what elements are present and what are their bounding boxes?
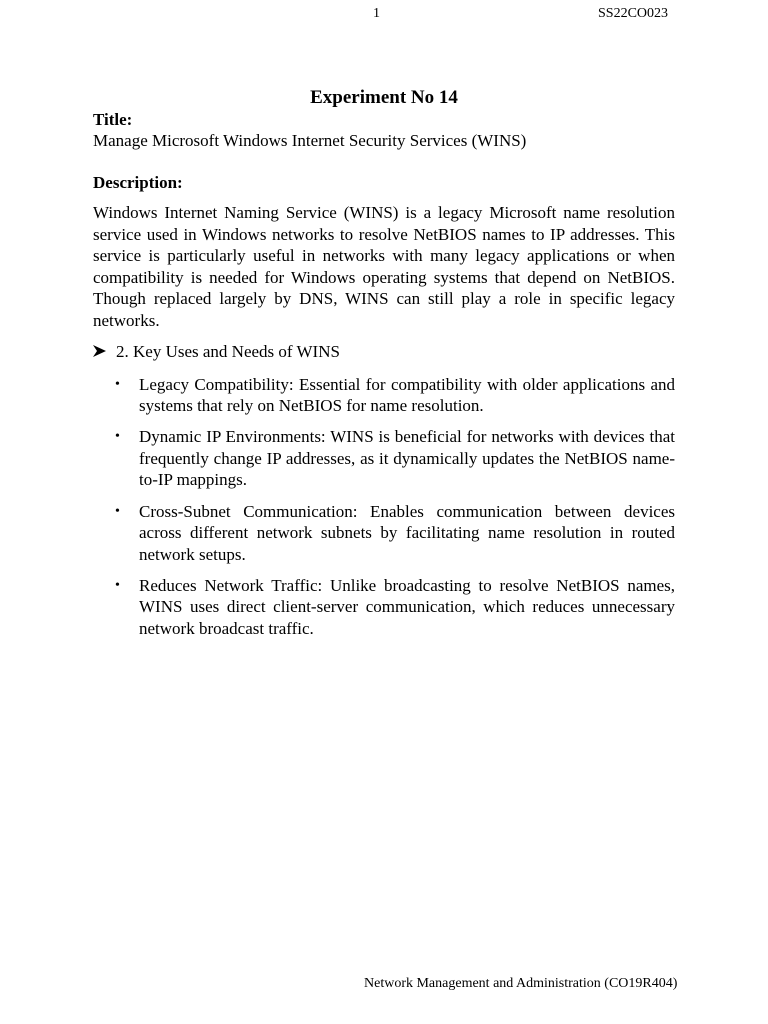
bullet-icon: • <box>115 429 120 445</box>
list-item-text: Reduces Network Traffic: Unlike broadcasting to resolve NetBIOS names, WINS uses direct client-server communication, which reduces unnecessary network broadcast traffic. <box>139 575 675 638</box>
uses-list <box>93 374 675 640</box>
list-item-text: Cross-Subnet Communication: Enables communication between devices across different network subnets by facilitating name resolution in routed network setups. <box>139 501 675 564</box>
list-item-text: Legacy Compatibility: Essential for compatibility with older applications and systems that rely on NetBIOS for name resolution. <box>139 374 675 416</box>
arrow-bullet-icon <box>93 343 107 365</box>
list-item <box>93 374 675 417</box>
description-label: Description: <box>93 173 183 192</box>
experiment-title: Experiment No 14 <box>310 87 458 108</box>
roll-number: SS22CO023 <box>598 6 669 21</box>
title-text: Manage Microsoft Windows Internet Security Services (WINS) <box>93 131 527 150</box>
section-heading-text: 2. Key Uses and Needs of WINS <box>116 341 340 361</box>
bullet-icon: • <box>115 376 120 392</box>
bullet-icon: • <box>115 503 120 519</box>
description-text: Windows Internet Naming Service (WINS) is a legacy Microsoft name resolution service used in Windows networks to resolve NetBIOS names to IP addresses. This service is particularly useful in networks with many legacy applications or when compatibility is needed for Windows operating systems that depend on NetBIOS. Though replaced largely by DNS, WINS can still play a role in specific legacy networks. <box>93 203 675 330</box>
list-item <box>93 426 675 491</box>
bullet-icon: • <box>115 577 120 593</box>
list-item <box>93 501 675 566</box>
title-label: Title: <box>93 110 133 129</box>
list-item-text: Dynamic IP Environments: WINS is beneficial for networks with devices that frequently change IP addresses, as it dynamically updates the NetBIOS name-to-IP mappings. <box>139 427 675 490</box>
list-item <box>93 575 675 640</box>
footer-course: Network Management and Administration (CO19R404) <box>364 976 678 991</box>
section-heading <box>93 341 675 365</box>
page-number: 1 <box>373 6 380 21</box>
document-body <box>93 86 675 649</box>
